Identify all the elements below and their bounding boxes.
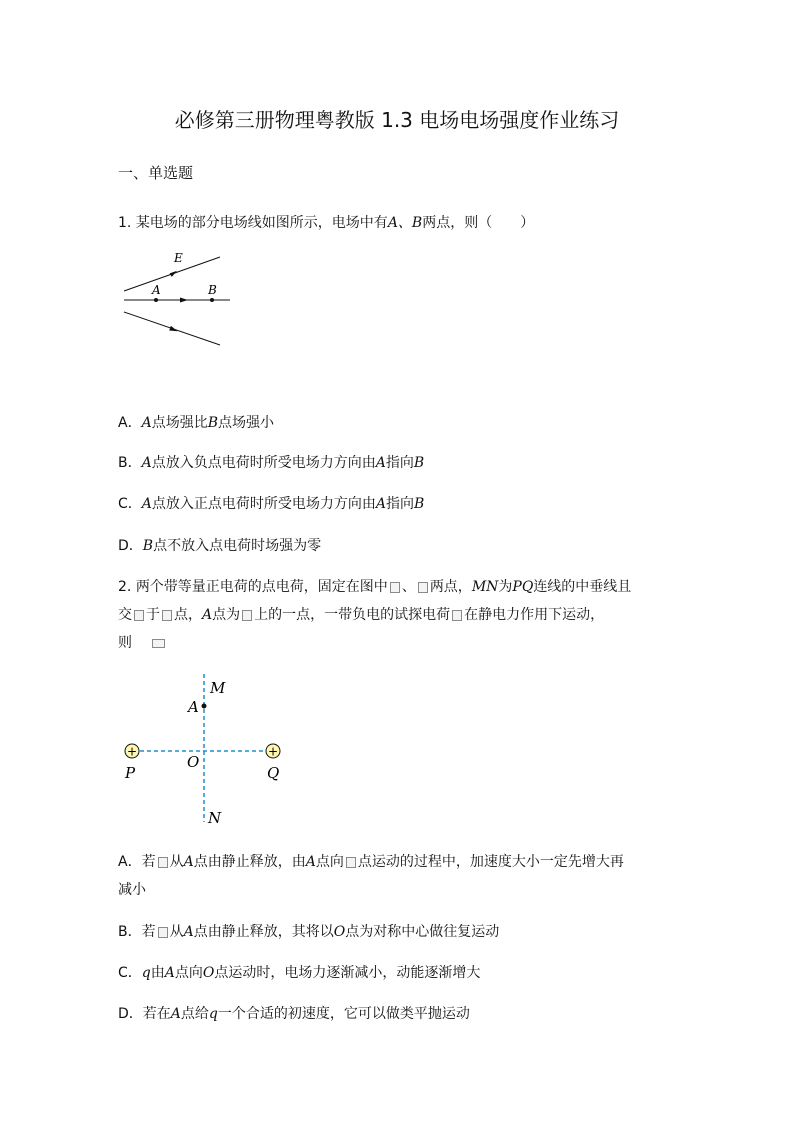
q2-text: 上的一点，一带负电的试探电荷 bbox=[254, 607, 451, 623]
option-text: 从 bbox=[169, 854, 184, 870]
option-letter: A． bbox=[118, 415, 142, 431]
option-text: 由 bbox=[150, 965, 165, 981]
option-var: A bbox=[141, 496, 152, 512]
q2-text: 在静电力作用下运动， bbox=[464, 607, 605, 623]
q2-text: 连线的中垂线且 bbox=[533, 579, 632, 595]
q1-point-a bbox=[154, 298, 158, 302]
broken-image-icon bbox=[346, 857, 356, 868]
section-heading: 一、单选题 bbox=[118, 164, 194, 182]
option-text: 若在 bbox=[142, 1006, 171, 1022]
q2-var: MN bbox=[471, 579, 499, 595]
option-var: A bbox=[183, 854, 194, 870]
q2-text: 则 bbox=[118, 635, 132, 651]
option-var: B bbox=[207, 415, 218, 431]
option-var: A bbox=[375, 496, 387, 512]
q2-plus-p: + bbox=[126, 744, 138, 759]
q2-stem-line2 bbox=[118, 604, 604, 624]
q2-stem-line3 bbox=[118, 632, 167, 652]
q1-label-a: A bbox=[152, 283, 161, 297]
q2-var: PQ bbox=[512, 579, 534, 595]
option-var: A bbox=[375, 455, 386, 471]
q2-text: 点为 bbox=[212, 607, 241, 623]
q2-option-b bbox=[118, 921, 499, 941]
option-var: A bbox=[305, 854, 316, 870]
option-var: B bbox=[413, 455, 425, 471]
option-text: 点为对称中心做往复运动 bbox=[345, 924, 500, 940]
option-letter: B． bbox=[118, 924, 142, 940]
broken-image-icon bbox=[158, 927, 168, 938]
option-var: B bbox=[414, 496, 425, 512]
option-text: 点向 bbox=[315, 854, 344, 870]
option-text: 点不放入点电荷时场强为零 bbox=[153, 538, 322, 554]
option-var: A bbox=[141, 455, 152, 471]
q1-stem-a: 某电场的部分电场线如图所示，电场中有 bbox=[135, 215, 388, 231]
q1-arrow-bottom bbox=[169, 326, 178, 333]
broken-image-icon bbox=[134, 610, 144, 621]
option-text: 减小 bbox=[118, 882, 146, 898]
q2-charges-figure bbox=[118, 672, 298, 832]
q1-option-b bbox=[118, 452, 424, 472]
option-var: q bbox=[208, 1006, 218, 1022]
q2-label-a: A bbox=[188, 698, 199, 716]
q2-plus-q: + bbox=[267, 744, 279, 759]
option-letter: A． bbox=[118, 854, 142, 870]
q2-text: 两点， bbox=[429, 579, 472, 595]
option-letter: C． bbox=[118, 965, 142, 981]
q2-text: 交 bbox=[118, 607, 132, 623]
option-text: 指向 bbox=[385, 455, 414, 471]
option-text: 点由静止释放，其将以 bbox=[193, 924, 334, 940]
option-var: A bbox=[170, 1006, 181, 1022]
option-var: B bbox=[142, 538, 154, 554]
q2-option-a-cont bbox=[118, 879, 146, 899]
q1-point-b bbox=[210, 298, 214, 302]
q2-stem-line1 bbox=[118, 576, 631, 596]
q1-option-a bbox=[118, 412, 274, 432]
option-letter: B． bbox=[118, 455, 142, 471]
q1-field-lines-figure bbox=[118, 248, 238, 358]
q1-number: 1. bbox=[118, 215, 132, 231]
q2-label-q: Q bbox=[267, 764, 280, 782]
option-text: 若 bbox=[141, 854, 156, 870]
broken-image-icon bbox=[152, 639, 165, 648]
q1-label-e: E bbox=[174, 251, 183, 265]
q2-label-o: O bbox=[187, 753, 200, 771]
q2-text: 、 bbox=[401, 579, 416, 595]
q2-text: 点， bbox=[174, 607, 202, 623]
q2-option-d bbox=[118, 1003, 470, 1023]
option-text: 点向 bbox=[174, 965, 203, 981]
option-var: A bbox=[183, 924, 194, 940]
q1-stem-b: 两点，则（ ） bbox=[422, 215, 535, 231]
q2-number: 2. bbox=[118, 579, 132, 595]
q1-stem-points: A、B bbox=[387, 215, 423, 231]
q2-var: A bbox=[202, 607, 213, 623]
option-text: 若 bbox=[141, 924, 156, 940]
q2-point-a bbox=[202, 704, 207, 709]
q2-option-c bbox=[118, 962, 480, 982]
option-var: O bbox=[202, 965, 215, 981]
q1-arrow-middle bbox=[180, 298, 188, 303]
option-var: q bbox=[141, 965, 151, 981]
option-text: 点给 bbox=[180, 1006, 209, 1022]
option-letter: C． bbox=[118, 496, 142, 512]
broken-image-icon bbox=[242, 610, 252, 621]
q2-label-p: P bbox=[125, 764, 136, 782]
q2-option-a bbox=[118, 851, 624, 871]
option-text: 从 bbox=[169, 924, 184, 940]
option-text: 指向 bbox=[386, 496, 415, 512]
broken-image-icon bbox=[158, 857, 168, 868]
option-var: O bbox=[333, 924, 346, 940]
option-text: 点场强比 bbox=[151, 415, 208, 431]
option-text: 一个合适的初速度，它可以做类平抛运动 bbox=[217, 1006, 470, 1022]
q1-option-c bbox=[118, 493, 424, 513]
q2-text: 两个带等量正电荷的点电荷，固定在图中 bbox=[135, 579, 388, 595]
option-var: A bbox=[141, 415, 152, 431]
q2-label-m: M bbox=[210, 679, 226, 697]
q2-text: 于 bbox=[146, 607, 160, 623]
option-text: 点场强小 bbox=[218, 415, 274, 431]
broken-image-icon bbox=[162, 610, 172, 621]
option-text: 点放入正点电荷时所受电场力方向由 bbox=[151, 496, 376, 512]
q1-label-b: B bbox=[208, 283, 217, 297]
option-var: A bbox=[164, 965, 175, 981]
option-letter: D． bbox=[118, 538, 143, 554]
broken-image-icon bbox=[390, 582, 400, 593]
q1-stem bbox=[118, 212, 534, 232]
option-letter: D． bbox=[118, 1006, 143, 1022]
page-title: 必修第三册物理粤教版 1.3 电场电场强度作业练习 bbox=[174, 108, 620, 132]
option-text: 点放入负点电荷时所受电场力方向由 bbox=[151, 455, 376, 471]
option-text: 点运动时，电场力逐渐减小，动能逐渐增大 bbox=[214, 965, 481, 981]
broken-image-icon bbox=[452, 610, 462, 621]
option-text: 点运动的过程中，加速度大小一定先增大再 bbox=[357, 854, 624, 870]
q2-text: 为 bbox=[498, 579, 513, 595]
q2-label-n: N bbox=[208, 809, 222, 827]
q1-option-d bbox=[118, 535, 321, 555]
option-text: 点由静止释放，由 bbox=[193, 854, 306, 870]
broken-image-icon bbox=[418, 582, 428, 593]
